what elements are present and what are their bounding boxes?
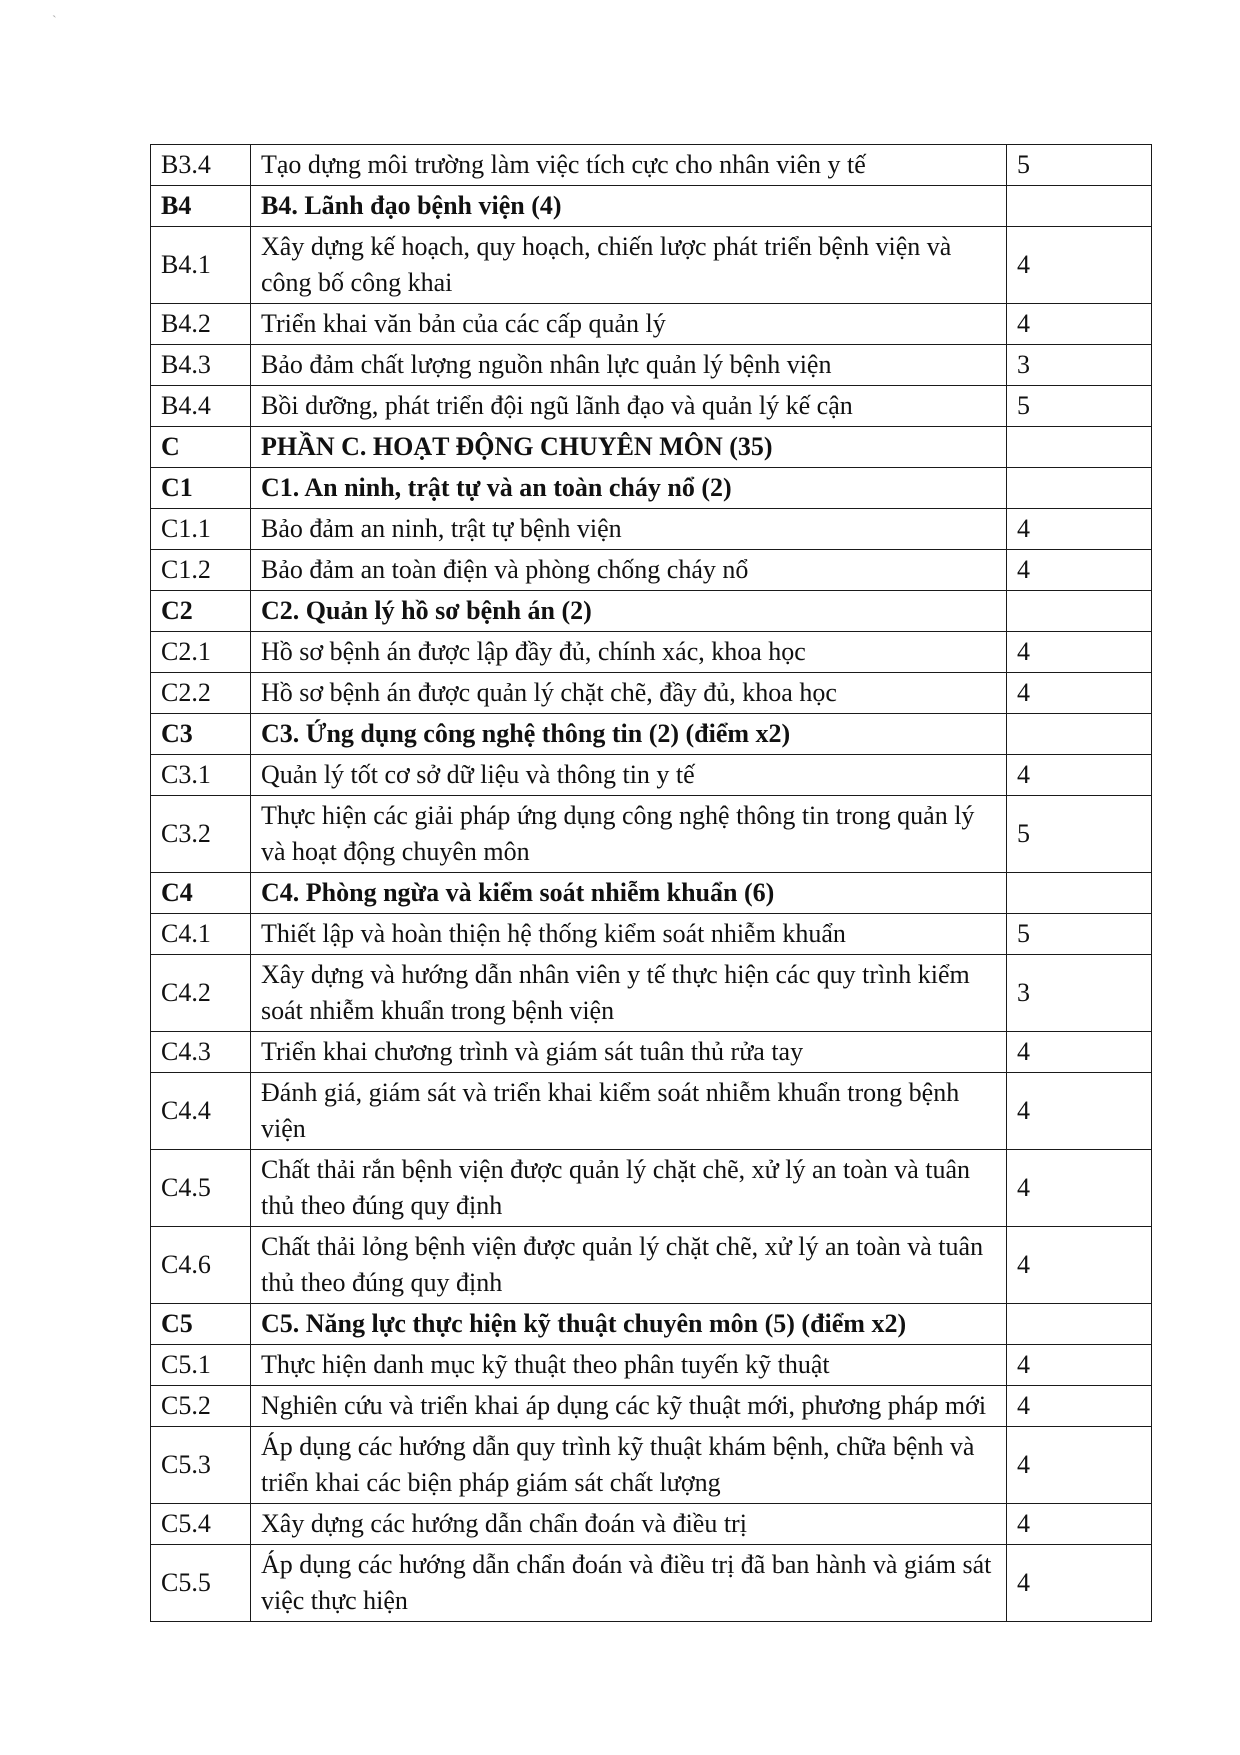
criterion-score: 3 bbox=[1007, 955, 1152, 1032]
criterion-code: C4.5 bbox=[151, 1150, 251, 1227]
criterion-title: C4. Phòng ngừa và kiểm soát nhiễm khuẩn (6) bbox=[251, 873, 1007, 914]
section-row bbox=[151, 714, 1152, 755]
criterion-score bbox=[1007, 591, 1152, 632]
criterion-title: Bảo đảm an toàn điện và phòng chống cháy nổ bbox=[251, 550, 1007, 591]
criterion-score: 4 bbox=[1007, 227, 1152, 304]
criterion-code: B3.4 bbox=[151, 145, 251, 186]
criterion-code: C5.4 bbox=[151, 1504, 251, 1545]
criterion-score: 5 bbox=[1007, 145, 1152, 186]
criterion-code: C1 bbox=[151, 468, 251, 509]
criterion-score bbox=[1007, 1304, 1152, 1345]
criterion-title: Hồ sơ bệnh án được quản lý chặt chẽ, đầy đủ, khoa học bbox=[251, 673, 1007, 714]
criterion-score: 4 bbox=[1007, 755, 1152, 796]
criterion-title: C3. Ứng dụng công nghệ thông tin (2) (điểm x2) bbox=[251, 714, 1007, 755]
criterion-row bbox=[151, 1150, 1152, 1227]
criterion-row bbox=[151, 304, 1152, 345]
section-row bbox=[151, 186, 1152, 227]
criterion-title: Đánh giá, giám sát và triển khai kiểm soát nhiễm khuẩn trong bệnh viện bbox=[251, 1073, 1007, 1150]
criterion-row bbox=[151, 1032, 1152, 1073]
criterion-title: Xây dựng và hướng dẫn nhân viên y tế thực hiện các quy trình kiểm soát nhiễm khuẩn trong bệnh viện bbox=[251, 955, 1007, 1032]
criterion-score: 4 bbox=[1007, 509, 1152, 550]
criterion-score bbox=[1007, 714, 1152, 755]
criterion-title: Bồi dưỡng, phát triển đội ngũ lãnh đạo và quản lý kế cận bbox=[251, 386, 1007, 427]
criterion-score: 4 bbox=[1007, 304, 1152, 345]
criterion-score: 4 bbox=[1007, 1073, 1152, 1150]
criterion-code: C5.2 bbox=[151, 1386, 251, 1427]
criterion-score: 4 bbox=[1007, 673, 1152, 714]
criterion-row bbox=[151, 1545, 1152, 1622]
criterion-score: 5 bbox=[1007, 914, 1152, 955]
criterion-title: Triển khai văn bản của các cấp quản lý bbox=[251, 304, 1007, 345]
section-row bbox=[151, 468, 1152, 509]
criterion-row bbox=[151, 227, 1152, 304]
criterion-code: C2 bbox=[151, 591, 251, 632]
criterion-row bbox=[151, 632, 1152, 673]
criterion-code: C bbox=[151, 427, 251, 468]
criterion-title: Quản lý tốt cơ sở dữ liệu và thông tin y tế bbox=[251, 755, 1007, 796]
criterion-title: Chất thải rắn bệnh viện được quản lý chặt chẽ, xử lý an toàn và tuân thủ theo đúng quy định bbox=[251, 1150, 1007, 1227]
criterion-row bbox=[151, 796, 1152, 873]
criterion-row bbox=[151, 386, 1152, 427]
criterion-title: PHẦN C. HOẠT ĐỘNG CHUYÊN MÔN (35) bbox=[251, 427, 1007, 468]
criterion-score bbox=[1007, 186, 1152, 227]
criterion-title: Thiết lập và hoàn thiện hệ thống kiểm soát nhiễm khuẩn bbox=[251, 914, 1007, 955]
criterion-row bbox=[151, 914, 1152, 955]
criterion-code: C5 bbox=[151, 1304, 251, 1345]
criterion-code: B4.4 bbox=[151, 386, 251, 427]
criterion-title: Thực hiện các giải pháp ứng dụng công nghệ thông tin trong quản lý và hoạt động chuyên môn bbox=[251, 796, 1007, 873]
criterion-row bbox=[151, 550, 1152, 591]
criterion-row bbox=[151, 509, 1152, 550]
section-row bbox=[151, 591, 1152, 632]
criterion-score: 4 bbox=[1007, 1545, 1152, 1622]
criterion-score: 3 bbox=[1007, 345, 1152, 386]
criterion-score: 4 bbox=[1007, 1227, 1152, 1304]
criterion-title: C5. Năng lực thực hiện kỹ thuật chuyên môn (5) (điểm x2) bbox=[251, 1304, 1007, 1345]
criterion-row bbox=[151, 755, 1152, 796]
criterion-row bbox=[151, 345, 1152, 386]
criterion-code: C5.3 bbox=[151, 1427, 251, 1504]
criteria-table bbox=[150, 144, 1152, 1622]
criterion-code: C4.2 bbox=[151, 955, 251, 1032]
criterion-title: Triển khai chương trình và giám sát tuân thủ rửa tay bbox=[251, 1032, 1007, 1073]
criterion-code: B4.3 bbox=[151, 345, 251, 386]
criterion-code: B4.2 bbox=[151, 304, 251, 345]
criterion-title: Xây dựng kế hoạch, quy hoạch, chiến lược phát triển bệnh viện và công bố công khai bbox=[251, 227, 1007, 304]
criterion-row bbox=[151, 1345, 1152, 1386]
criterion-score: 4 bbox=[1007, 1504, 1152, 1545]
criterion-title: Bảo đảm chất lượng nguồn nhân lực quản lý bệnh viện bbox=[251, 345, 1007, 386]
criterion-row bbox=[151, 1386, 1152, 1427]
criterion-title: Tạo dựng môi trường làm việc tích cực cho nhân viên y tế bbox=[251, 145, 1007, 186]
criterion-row bbox=[151, 1427, 1152, 1504]
criterion-code: C4.6 bbox=[151, 1227, 251, 1304]
criterion-title: C2. Quản lý hồ sơ bệnh án (2) bbox=[251, 591, 1007, 632]
criterion-row bbox=[151, 1227, 1152, 1304]
criterion-score: 4 bbox=[1007, 1150, 1152, 1227]
criterion-score: 4 bbox=[1007, 1386, 1152, 1427]
criterion-code: B4 bbox=[151, 186, 251, 227]
criterion-title: Thực hiện danh mục kỹ thuật theo phân tuyến kỹ thuật bbox=[251, 1345, 1007, 1386]
criterion-code: C3 bbox=[151, 714, 251, 755]
criterion-title: Chất thải lỏng bệnh viện được quản lý chặt chẽ, xử lý an toàn và tuân thủ theo đúng quy định bbox=[251, 1227, 1007, 1304]
criterion-title: C1. An ninh, trật tự và an toàn cháy nổ (2) bbox=[251, 468, 1007, 509]
criterion-code: C4.3 bbox=[151, 1032, 251, 1073]
criterion-score: 5 bbox=[1007, 796, 1152, 873]
criterion-title: Xây dựng các hướng dẫn chẩn đoán và điều trị bbox=[251, 1504, 1007, 1545]
criterion-row bbox=[151, 1073, 1152, 1150]
criterion-code: C5.5 bbox=[151, 1545, 251, 1622]
scan-speck: ˋ bbox=[52, 14, 57, 29]
criterion-title: B4. Lãnh đạo bệnh viện (4) bbox=[251, 186, 1007, 227]
criterion-score: 4 bbox=[1007, 550, 1152, 591]
criterion-title: Nghiên cứu và triển khai áp dụng các kỹ thuật mới, phương pháp mới bbox=[251, 1386, 1007, 1427]
criterion-row bbox=[151, 1504, 1152, 1545]
criterion-code: C2.1 bbox=[151, 632, 251, 673]
criterion-code: C4 bbox=[151, 873, 251, 914]
criterion-score: 5 bbox=[1007, 386, 1152, 427]
criterion-code: C2.2 bbox=[151, 673, 251, 714]
criterion-row bbox=[151, 673, 1152, 714]
criterion-code: C5.1 bbox=[151, 1345, 251, 1386]
criterion-code: C1.2 bbox=[151, 550, 251, 591]
criterion-score bbox=[1007, 427, 1152, 468]
section-row bbox=[151, 873, 1152, 914]
section-row bbox=[151, 1304, 1152, 1345]
criterion-code: C4.1 bbox=[151, 914, 251, 955]
criterion-score: 4 bbox=[1007, 1427, 1152, 1504]
criteria-table-body bbox=[151, 145, 1152, 1622]
criterion-row bbox=[151, 145, 1152, 186]
criterion-score: 4 bbox=[1007, 1345, 1152, 1386]
criterion-code: C1.1 bbox=[151, 509, 251, 550]
criterion-score: 4 bbox=[1007, 1032, 1152, 1073]
criterion-score: 4 bbox=[1007, 632, 1152, 673]
criterion-title: Áp dụng các hướng dẫn chẩn đoán và điều trị đã ban hành và giám sát việc thực hiện bbox=[251, 1545, 1007, 1622]
criterion-score bbox=[1007, 468, 1152, 509]
criterion-code: B4.1 bbox=[151, 227, 251, 304]
criterion-score bbox=[1007, 873, 1152, 914]
criterion-title: Bảo đảm an ninh, trật tự bệnh viện bbox=[251, 509, 1007, 550]
criterion-title: Áp dụng các hướng dẫn quy trình kỹ thuật khám bệnh, chữa bệnh và triển khai các biện pháp giám sát chất lượng bbox=[251, 1427, 1007, 1504]
criterion-code: C3.1 bbox=[151, 755, 251, 796]
criterion-code: C3.2 bbox=[151, 796, 251, 873]
criterion-row bbox=[151, 955, 1152, 1032]
criterion-title: Hồ sơ bệnh án được lập đầy đủ, chính xác, khoa học bbox=[251, 632, 1007, 673]
section-row bbox=[151, 427, 1152, 468]
criterion-code: C4.4 bbox=[151, 1073, 251, 1150]
